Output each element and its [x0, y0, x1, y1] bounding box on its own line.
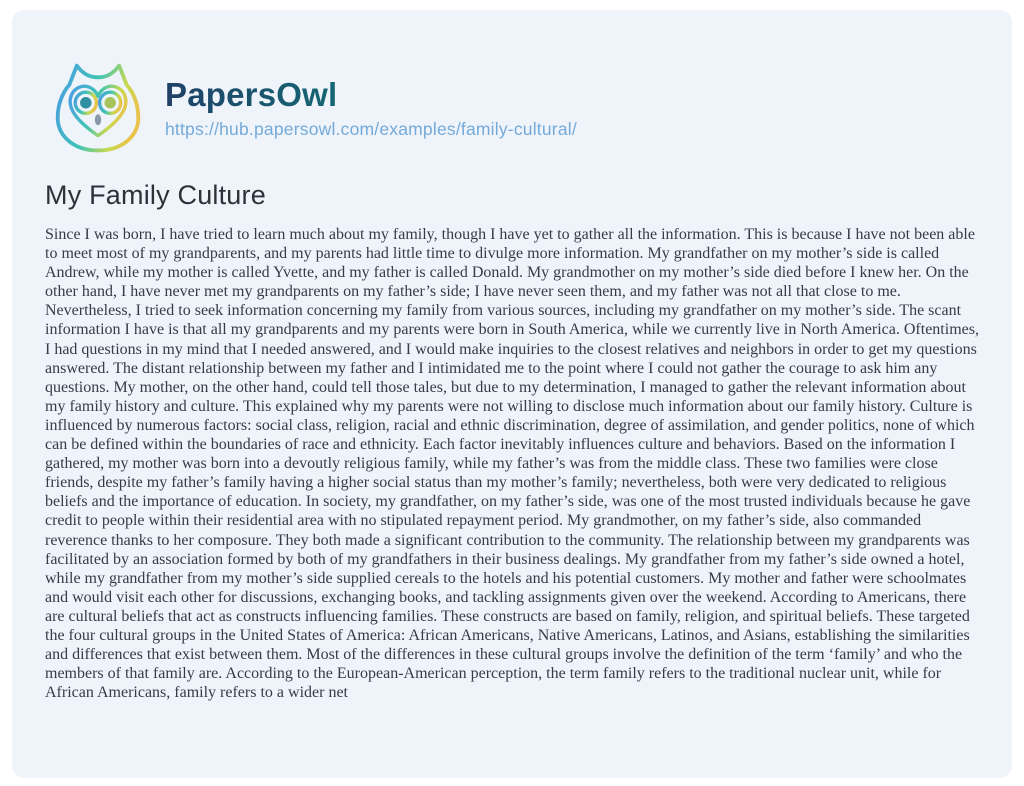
- brand-name: PapersOwl: [165, 76, 577, 114]
- essay-body-text: Since I was born, I have tried to learn much about my family, though I have yet to gather all the information. This is because I have not been able to meet most of my grandparents, and my parents had little time to divulge more information. My grandfather on my mother’s side is called Andrew, while my mother is called Yvette, and my father is called Donald. My grandmother on my mother’s side died before I knew her. On the other hand, I have never met my grandparents on my father’s side; I have never seen them, and my father was not all that close to me. Nevertheless, I tried to seek information concerning my family from various sources, including my grandfather on my mother’s side. The scant information I have is that all my grandparents and my parents were born in South America, while we currently live in North America. Oftentimes, I had questions in my mind that I needed answered, and I would make inquiries to the closest relatives and neighbors in order to get my questions answered. The distant relationship between my father and I intimidated me to the point where I could not gather the courage to ask him any questions. My mother, on the other hand, could tell those tales, but due to my determination, I managed to gather the relevant information about my family history and culture. This explained why my parents were not willing to disclose much information about our family history. Culture is influenced by numerous factors: social class, religion, racial and ethnic discrimination, degree of assimilation, and gender politics, none of which can be defined within the boundaries of race and ethnicity. Each factor inevitably influences culture and behaviors. Based on the information I gathered, my mother was born into a devoutly religious family, while my father’s was from the middle class. These two families were close friends, despite my father’s family having a higher social status than my mother’s family; nevertheless, both were very dedicated to religious beliefs and the importance of education. In society, my grandfather, on my father’s side, was one of the most trusted individuals because he gave credit to people within their residential area with no stipulated repayment period. My grandmother, on my father’s side, also commanded reverence thanks to her composure. They both made a significant contribution to the community. The relationship between my grandparents was facilitated by an association formed by both of my grandfathers in their business dealings. My grandfather from my father’s side owned a hotel, while my grandfather from my mother’s side supplied cereals to the hotels and his potential customers. My mother and father were schoolmates and would visit each other for discussions, exchanging books, and tackling assignments given over the weekend. According to Americans, there are cultural beliefs that act as constructs influencing families. These constructs are based on family, religion, and spiritual beliefs. These targeted the four cultural groups in the United States of America: African Americans, Native Americans, Latinos, and Asians, establishing the similarities and differences that exist between them. Most of the differences in these cultural groups involve the definition of the term ‘family’ and who the members of that family are. According to the European-American perception, the term family refers to the traditional nuclear unit, while for African Americans, family refers to a wider net: [45, 226, 979, 702]
- essay-title: My Family Culture: [45, 180, 266, 210]
- essay-card: [12, 10, 1012, 778]
- brand-block: [165, 74, 577, 141]
- site-header: [12, 10, 1012, 160]
- papersowl-owl-logo-icon: [45, 54, 151, 160]
- source-url-link[interactable]: https://hub.papersowl.com/examples/family-cultural/: [165, 119, 577, 140]
